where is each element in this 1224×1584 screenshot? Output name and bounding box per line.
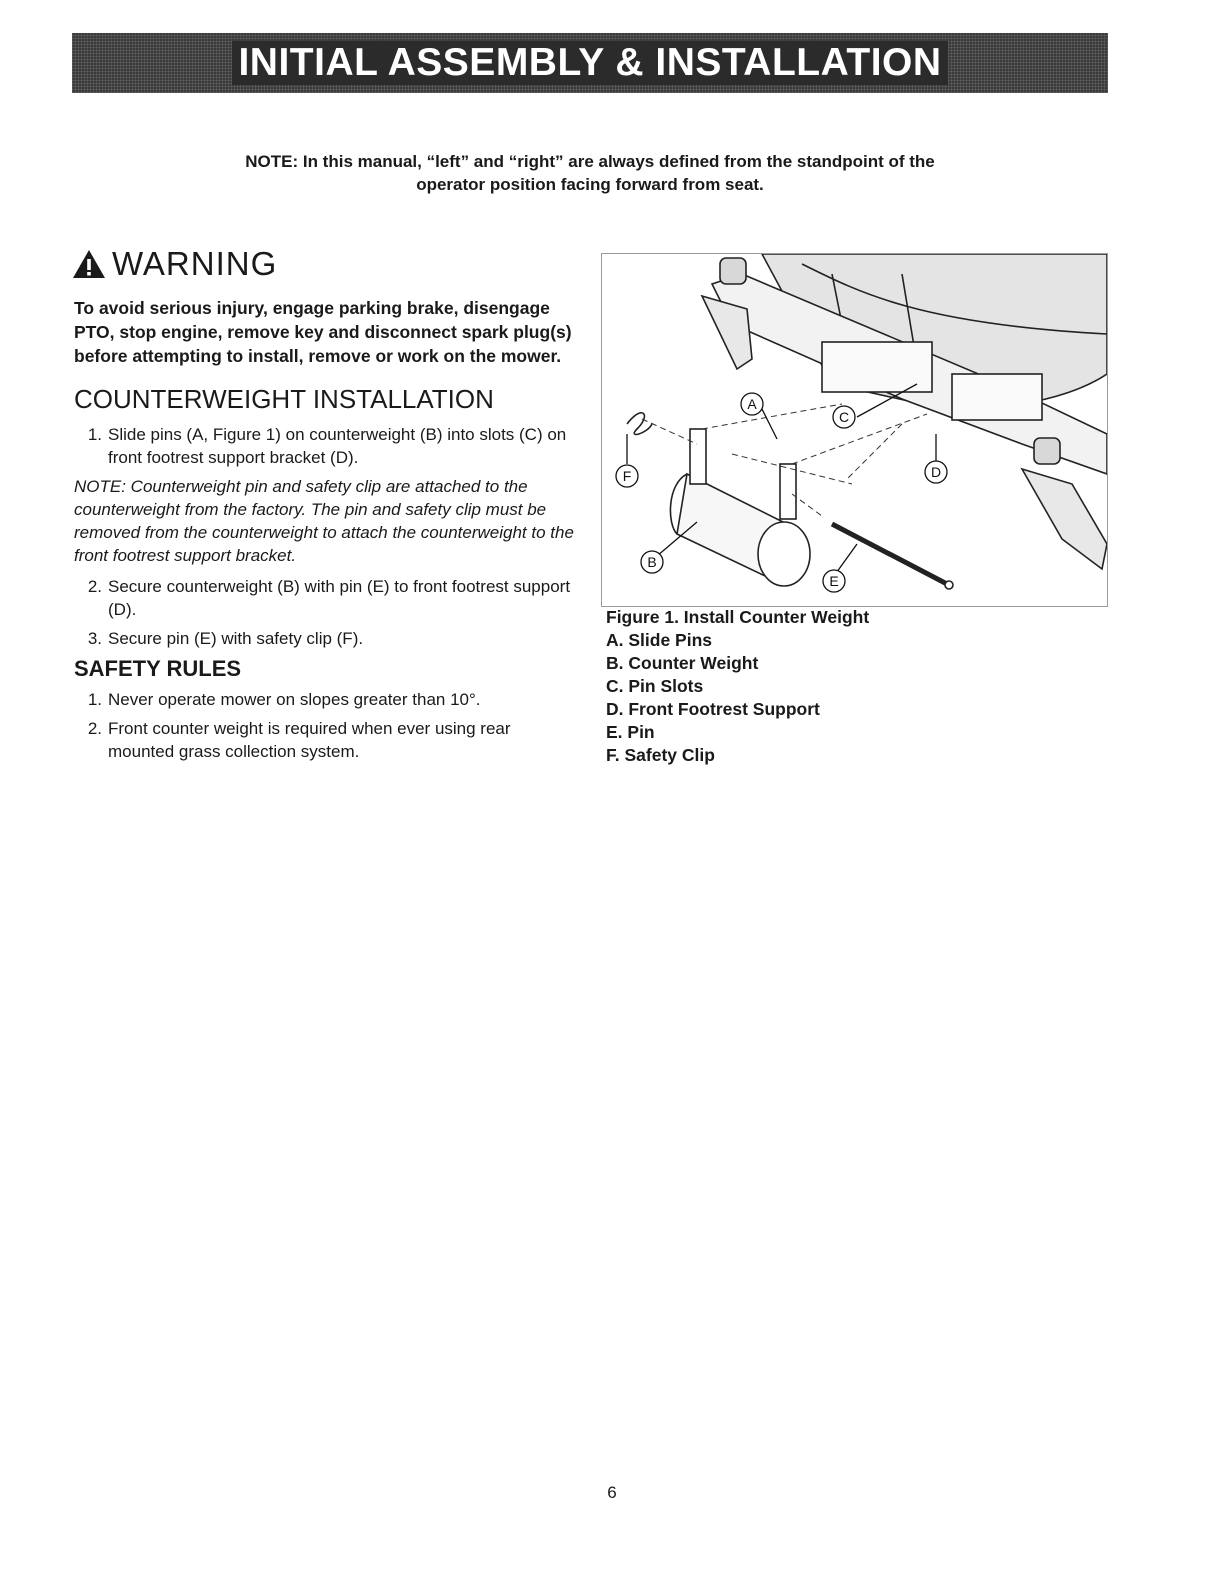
section-banner [72, 33, 1108, 93]
callout-a: A [747, 396, 757, 412]
counterweight-heading: COUNTERWEIGHT INSTALLATION [74, 384, 494, 414]
step-number: 1. [87, 425, 102, 444]
warning-title: WARNING [112, 245, 278, 282]
warning-header [72, 242, 580, 286]
figure-illustration [601, 253, 1108, 607]
counterweight-note: NOTE: Counterweight pin and safety clip are attached to the counterweight from the factory. The pin and safety clip must be removed from the counterweight to attach the counterweight to the front footrest support bracket. [74, 477, 574, 565]
step-text: Slide pins (A, Figure 1) on counterweight (B) into slots (C) on front footrest support bracket (D). [108, 425, 567, 467]
safety-heading: SAFETY RULES [74, 656, 242, 681]
step-text: Never operate mower on slopes greater than 10°. [108, 690, 481, 709]
list-item [72, 423, 580, 469]
legend-item: A. Slide Pins [606, 630, 712, 650]
callout-e: E [829, 573, 839, 589]
section-title: INITIAL ASSEMBLY & INSTALLATION [232, 41, 947, 85]
callout-d: D [930, 464, 942, 480]
callout-f: F [622, 468, 632, 484]
legend-item: B. Counter Weight [606, 653, 759, 673]
step-number: 2. [87, 719, 102, 738]
step-text: Front counter weight is required when ever using rear mounted grass collection system. [108, 719, 511, 761]
legend-item: E. Pin [606, 722, 655, 742]
step-number: 1. [87, 690, 102, 709]
legend-item: C. Pin Slots [606, 676, 704, 696]
step-text: Secure counterweight (B) with pin (E) to front footrest support (D). [108, 577, 571, 619]
step-number: 2. [87, 577, 102, 596]
warning-triangle-icon [72, 249, 106, 279]
left-column [72, 242, 580, 769]
step-text: Secure pin (E) with safety clip (F). [108, 629, 364, 648]
list-item [72, 688, 580, 711]
list-item [72, 717, 580, 763]
legend-item: D. Front Footrest Support [606, 699, 820, 719]
list-item [72, 627, 580, 650]
figure-caption [606, 606, 1106, 767]
list-item [72, 575, 580, 621]
legend-item: F. Safety Clip [606, 745, 715, 765]
counterweight-diagram [602, 254, 1107, 606]
callout-b: B [647, 554, 657, 570]
page-number: 6 [607, 1483, 617, 1502]
orientation-note: NOTE: In this manual, “left” and “right” are always defined from the standpoint of the operator position facing forward from seat. [245, 152, 935, 194]
caption-title: Figure 1. Install Counter Weight [606, 607, 870, 627]
step-number: 3. [87, 629, 102, 648]
callout-c: C [838, 409, 850, 425]
warning-text: To avoid serious injury, engage parking brake, disengage PTO, stop engine, remove key and disconnect spark plug(s) before attempting to install, remove or work on the mower. [74, 298, 572, 366]
